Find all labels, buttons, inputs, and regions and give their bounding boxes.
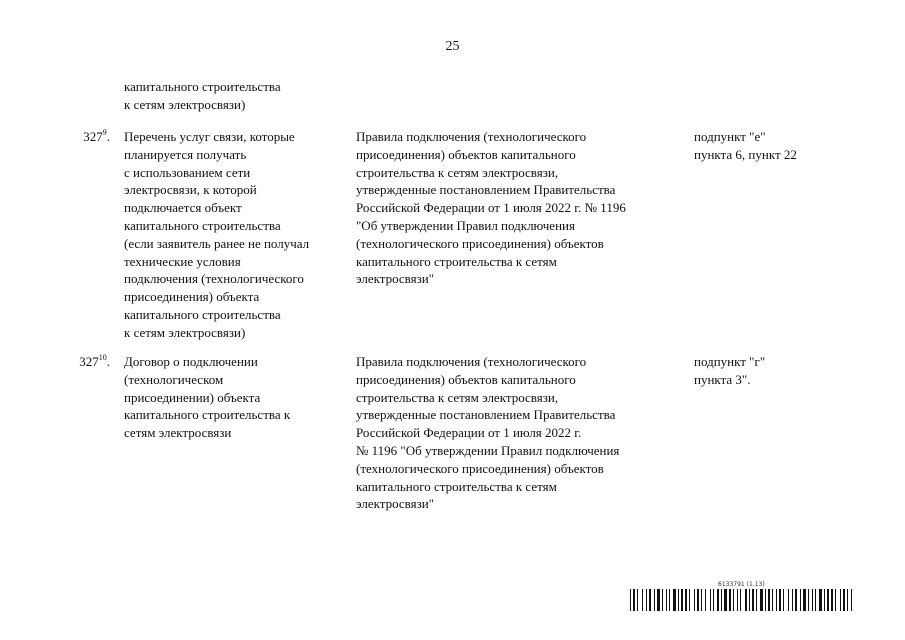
barcode-id: 6133791 (1.13)	[718, 581, 765, 588]
row-number: $327^{10}$.	[79, 352, 110, 369]
row-description: Перечень услуг связи, которые планируется получать с использованием сети электросвязи, к которой подключается объект капитального строительства (если заявитель ранее не получал технические условия подключения (технологического присоединения) объекта капитального строительства к сетям электросвязи)	[124, 129, 310, 340]
continuation-line: капитального строительства	[124, 79, 281, 94]
continuation-text	[124, 78, 354, 114]
page-number: 25	[445, 39, 460, 54]
barcode	[630, 589, 854, 611]
row-legal-act: Правила подключения (технологического присоединения) объектов капитального строительства к сетям электросвязи, утвержденные постановлением Правительства Российской Федерации от 1 июля 2022 г. № 1196 "Об утверждении Правил подключения (технологического присоединения) объектов капитального строительства к сетям электросвязи"	[356, 354, 620, 512]
row-number-superscript: 10	[98, 352, 107, 362]
continuation-line: к сетям электросвязи)	[124, 96, 246, 112]
row-number-superscript: 9	[102, 127, 107, 137]
row-clause: подпункт "е" пункта 6, пункт 22	[694, 129, 797, 162]
row-number: $327^9$.	[83, 127, 110, 144]
row-legal-act: Правила подключения (технологического присоединения) объектов капитального строительства к сетям электросвязи, утвержденные постановлением Правительства Российской Федерации от 1 июля 2022 г. № 1196 "Об утверждении Правил подключения (технологического присоединения) объектов капитального строительства к сетям электросвязи"	[356, 129, 626, 287]
row-clause: подпункт "г" пункта 3".	[694, 354, 766, 387]
row-description: Договор о подключении (технологическом присоединении) объекта капитального строительства к сетям электросвязи	[124, 354, 291, 441]
